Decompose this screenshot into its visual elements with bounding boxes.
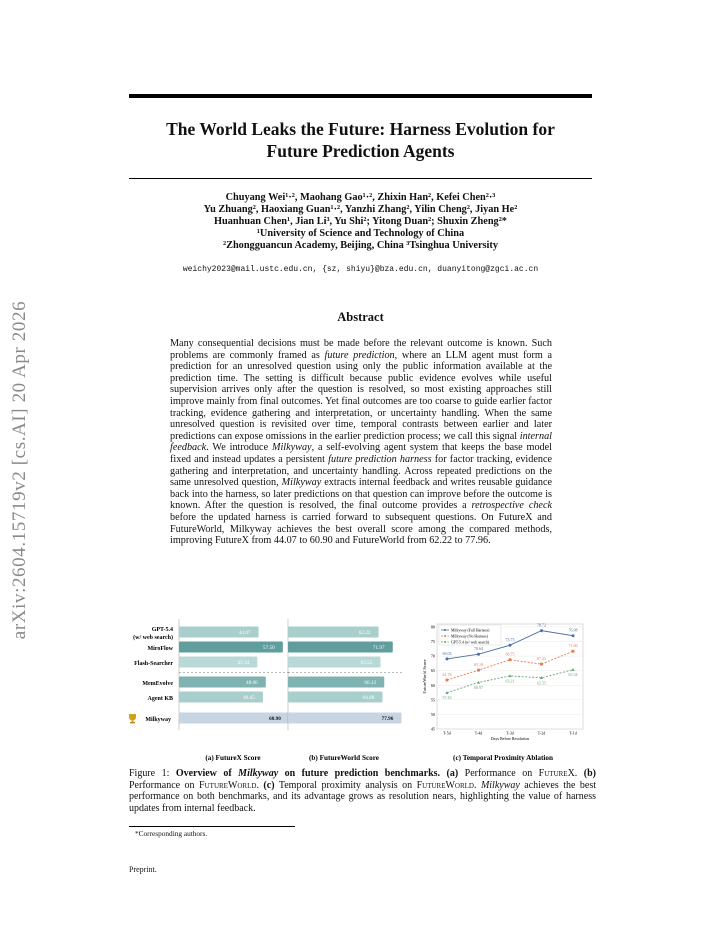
bar-value-label: 63.52	[360, 660, 373, 666]
title-top-rule	[129, 94, 592, 98]
data-point	[572, 650, 575, 653]
data-point	[477, 653, 480, 656]
trophy-base	[130, 722, 135, 723]
data-label: 68.75	[505, 651, 515, 657]
paper-title	[129, 118, 592, 162]
data-label: 57.43	[442, 695, 452, 701]
data-point	[572, 634, 575, 637]
bar-value-label: 77.96	[381, 716, 394, 722]
method-label: MemEvolve	[142, 681, 173, 687]
method-label: (w/ web search)	[133, 635, 173, 641]
data-point	[509, 658, 512, 661]
footnote: *Corresponding authors.	[135, 829, 208, 838]
data-label: 70.64	[474, 646, 483, 652]
legend-marker	[444, 641, 446, 643]
data-label: 73.73	[505, 637, 515, 643]
x-tick-label: T-2d	[537, 730, 546, 736]
footnote-rule	[129, 826, 295, 827]
author-line-3: Huanhuan Chen¹, Jian Li³, Yu Shi²; Yitong Duan²; Shuxin Zheng²*	[214, 216, 507, 227]
data-label: 78.72	[537, 622, 546, 628]
author-line-2: Yu Zhuang², Haoxiang Guan¹·², Yanzhi Zhang², Yilin Cheng², Jiyan He²	[203, 204, 518, 215]
data-label: 63.21	[505, 678, 515, 684]
preprint-label: Preprint.	[129, 865, 157, 874]
y-tick-label: 50	[430, 711, 435, 717]
data-label: 67.23	[537, 656, 546, 662]
subcaption-b: (b) FutureWorld Score	[308, 754, 380, 762]
y-axis-label: FutureWorld Score	[422, 659, 427, 694]
method-label: Flash-Searcher	[134, 661, 173, 667]
data-label: 61.78	[442, 672, 452, 678]
title-bottom-rule	[129, 178, 592, 179]
bar-value-label: 71.97	[372, 645, 385, 651]
panel-a-futurex	[179, 619, 291, 730]
subcaption-c: (c) Temporal Proximity Ablation	[453, 754, 553, 762]
affiliation-1: ¹University of Science and Technology of China	[256, 228, 465, 239]
author-emails: weichy2023@mail.ustc.edu.cn, {sz, shiyu}@bza.edu.cn, duanyitong@zgci.ac.cn	[182, 265, 539, 274]
data-label: 60.97	[474, 684, 483, 690]
bar-value-label: 57.50	[263, 645, 275, 651]
trophy-cup	[129, 714, 136, 721]
data-label: 65.18	[474, 662, 483, 668]
panel-b-futureworld	[288, 619, 403, 730]
legend-label: GPT-5.4 (w/ web search)	[451, 640, 490, 645]
x-tick-label: T-3d	[506, 730, 514, 736]
y-tick-label: 55	[430, 697, 435, 703]
figure-caption: Figure 1: Overview of Milkyway on future prediction benchmarks. (a) Performance on FutureX. (b) Performance on FutureWorld. (c) Temporal proximity analysis on FutureWorld. Milkyway achieves the best performance on both benchmarks, and its advantage grows as resolution nears, highlighting the value of harness updates from internal feedback.	[129, 768, 597, 814]
data-label: 71.66	[568, 643, 578, 649]
legend-marker	[444, 635, 446, 637]
legend-label: Milkyway (No Harness)	[451, 634, 488, 639]
legend-marker	[444, 629, 446, 631]
data-point	[540, 629, 543, 632]
bar-value-label: 44.07	[238, 630, 251, 636]
y-tick-label: 70	[430, 653, 435, 659]
data-point	[477, 681, 480, 684]
bar-value-label: 48.06	[245, 680, 258, 686]
abstract-body: Many consequential decisions must be made before the relevant outcome is known. Such problems are commonly framed as future prediction, where an LLM agent must form a prediction for an unresolved question using only the public information available at the prediction time. The setting is difficult because public evidence evolves while useful supervision arrives only after the question is resolved, so most existing approaches still improve mainly from final outcomes. Yet final outcomes are too coarse to guide earlier factor tracking, evidence gathering and interpretation, or uncertainty handling. When the same unresolved question is revisited over time, temporal contrasts between earlier and later predictions can expose omissions in the earlier prediction process; we call this signal internal feedback. We introduce Milkyway, a self-evolving agent system that keeps the base model fixed and instead updates a persistent future prediction harness for factor tracking, evidence gathering and interpretation, and uncertainty handling. Across repeated predictions on the same unresolved question, Milkyway extracts internal feedback and writes reusable guidance back into the harness, so later predictions on that question can improve before the outcome is known. After the question is resolved, the final outcome provides a retrospective check before the updated harness is carried forward to subsequent questions. On FutureX and FutureWorld, Milkyway achieves the best overall score among the compared methods, improving FutureX from 44.07 to 60.90 and FutureWorld from 62.22 to 77.96.	[170, 338, 553, 547]
x-axis-label: Days Before Resolution	[490, 736, 530, 741]
bar-value-label: 60.90	[269, 716, 281, 722]
y-tick-label: 45	[430, 726, 435, 732]
trophy-icon	[129, 714, 136, 723]
abstract-heading: Abstract	[337, 310, 384, 324]
data-point	[509, 644, 512, 647]
y-tick-label: 80	[430, 624, 435, 630]
method-label: Milkyway	[145, 717, 171, 723]
method-label: GPT-5.4	[151, 627, 173, 633]
figure-1	[121, 616, 601, 764]
x-tick-label: T-1d	[569, 730, 577, 736]
data-label: 65.34	[568, 672, 578, 678]
bar-value-label: 62.22	[358, 630, 371, 636]
data-point	[508, 674, 511, 677]
author-block	[129, 192, 592, 252]
bar-value-label: 66.12	[364, 680, 377, 686]
data-label: 69.03	[442, 650, 452, 656]
data-point	[477, 669, 480, 672]
affiliation-2: ²Zhongguancun Academy, Beijing, China ³Tsinghua University	[222, 240, 498, 251]
x-tick-label: T-4d	[474, 730, 483, 736]
title-line-1: The World Leaks the Future: Harness Evolution for	[166, 119, 555, 139]
data-label: 76.98	[568, 627, 578, 633]
legend-label: Milkyway (Full Harness)	[451, 628, 490, 633]
data-point	[540, 663, 543, 666]
data-label: 62.55	[537, 680, 546, 686]
method-label: Agent KB	[147, 696, 173, 702]
title-line-2: Future Prediction Agents	[266, 141, 455, 161]
subcaption-a: (a) FutureX Score	[205, 754, 261, 762]
method-labels	[129, 627, 174, 723]
y-tick-label: 75	[430, 639, 435, 644]
bar-value-label: 43.34	[237, 660, 250, 666]
x-tick-label: T-5d	[443, 730, 451, 736]
data-point	[446, 679, 449, 682]
bar-value-label: 64.88	[362, 695, 375, 701]
y-tick-label: 65	[430, 668, 435, 674]
method-label: MiroFlow	[147, 646, 173, 652]
trophy-stem	[132, 721, 134, 723]
data-point	[571, 668, 574, 671]
data-point	[446, 657, 449, 660]
bar-value-label: 46.45	[243, 695, 255, 701]
author-line-1: Chuyang Wei¹·², Maohang Gao¹·², Zhixin Han², Kefei Chen²·³	[225, 192, 496, 203]
y-tick-label: 60	[430, 682, 435, 688]
panel-c-temporal	[422, 623, 583, 741]
